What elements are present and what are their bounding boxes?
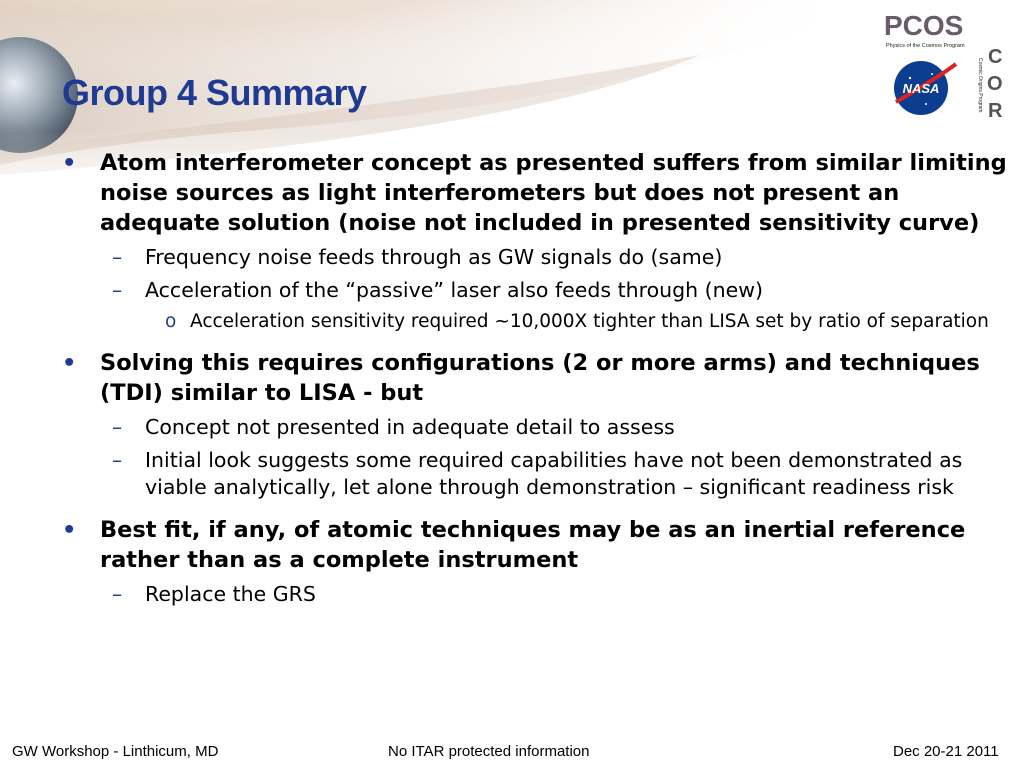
dash-marker: – — [112, 582, 123, 606]
nasa-logo-text: NASA — [902, 81, 940, 96]
pcos-caption: Physics of the Cosmos Program — [886, 43, 965, 49]
bullet-item-text: Atom interferometer concept as presented suffers from similar limiting noise sources as light interferometers but does not present an adequate solution (noise not included in presented sensitivity curve) — [100, 150, 1007, 236]
sub-bullet-item — [62, 277, 1012, 304]
bullet-item — [62, 515, 1012, 575]
sub-bullet-item-text: Replace the GRS — [145, 582, 316, 606]
bullet-item — [62, 348, 1012, 408]
circle-marker: o — [165, 311, 177, 332]
slide-title: Group 4 Summary — [62, 72, 367, 113]
sub-bullet-item — [62, 581, 1012, 608]
sub-bullet-item-text: Frequency noise feeds through as GW signals do (same) — [145, 245, 723, 269]
cor-letter-o: O — [987, 73, 1003, 95]
footer-center: No ITAR protected information — [388, 743, 590, 760]
pcos-logo-text: PCOS — [884, 10, 964, 41]
bullet-marker: • — [62, 517, 77, 543]
sub-bullet-item-text: Concept not presented in adequate detail to assess — [145, 415, 675, 439]
sub-sub-bullet-item-text: Acceleration sensitivity required ~10,000X tighter than LISA set by ratio of separation — [190, 311, 989, 332]
dash-marker: – — [112, 448, 123, 472]
sub-bullet-item — [62, 244, 1012, 271]
dash-marker: – — [112, 278, 123, 302]
footer-right: Dec 20-21 2011 — [893, 743, 999, 760]
bullet-marker: • — [62, 150, 77, 176]
sub-bullet-item — [62, 447, 1012, 501]
bullet-item-text: Solving this requires configurations (2 or more arms) and techniques (TDI) similar to LISA - but — [100, 350, 980, 406]
bullet-item-text: Best fit, if any, of atomic techniques may be as an inertial reference rather than as a complete instrument — [100, 517, 966, 573]
footer-left: GW Workshop - Linthicum, MD — [12, 743, 219, 760]
cor-logo-text — [987, 46, 1003, 122]
cor-caption: Cosmic Origins Program — [977, 58, 983, 113]
bullet-item — [62, 148, 1012, 238]
pcos-cor-nasa-logo — [880, 8, 1020, 123]
sub-sub-bullet-item — [62, 309, 1012, 334]
sub-bullet-item-text: Initial look suggests some required capabilities have not been demonstrated as viable analytically, let alone through demonstration – significant readiness risk — [145, 448, 963, 499]
sub-bullet-item — [62, 414, 1012, 441]
cor-letter-r: R — [988, 100, 1003, 122]
logo-group — [880, 8, 1020, 123]
bullet-list — [62, 140, 1012, 608]
dash-marker: – — [112, 415, 123, 439]
dash-marker: – — [112, 245, 123, 269]
sub-bullet-item-text: Acceleration of the “passive” laser also feeds through (new) — [145, 278, 764, 302]
cor-letter-c: C — [988, 46, 1003, 68]
bullet-marker: • — [62, 350, 77, 376]
